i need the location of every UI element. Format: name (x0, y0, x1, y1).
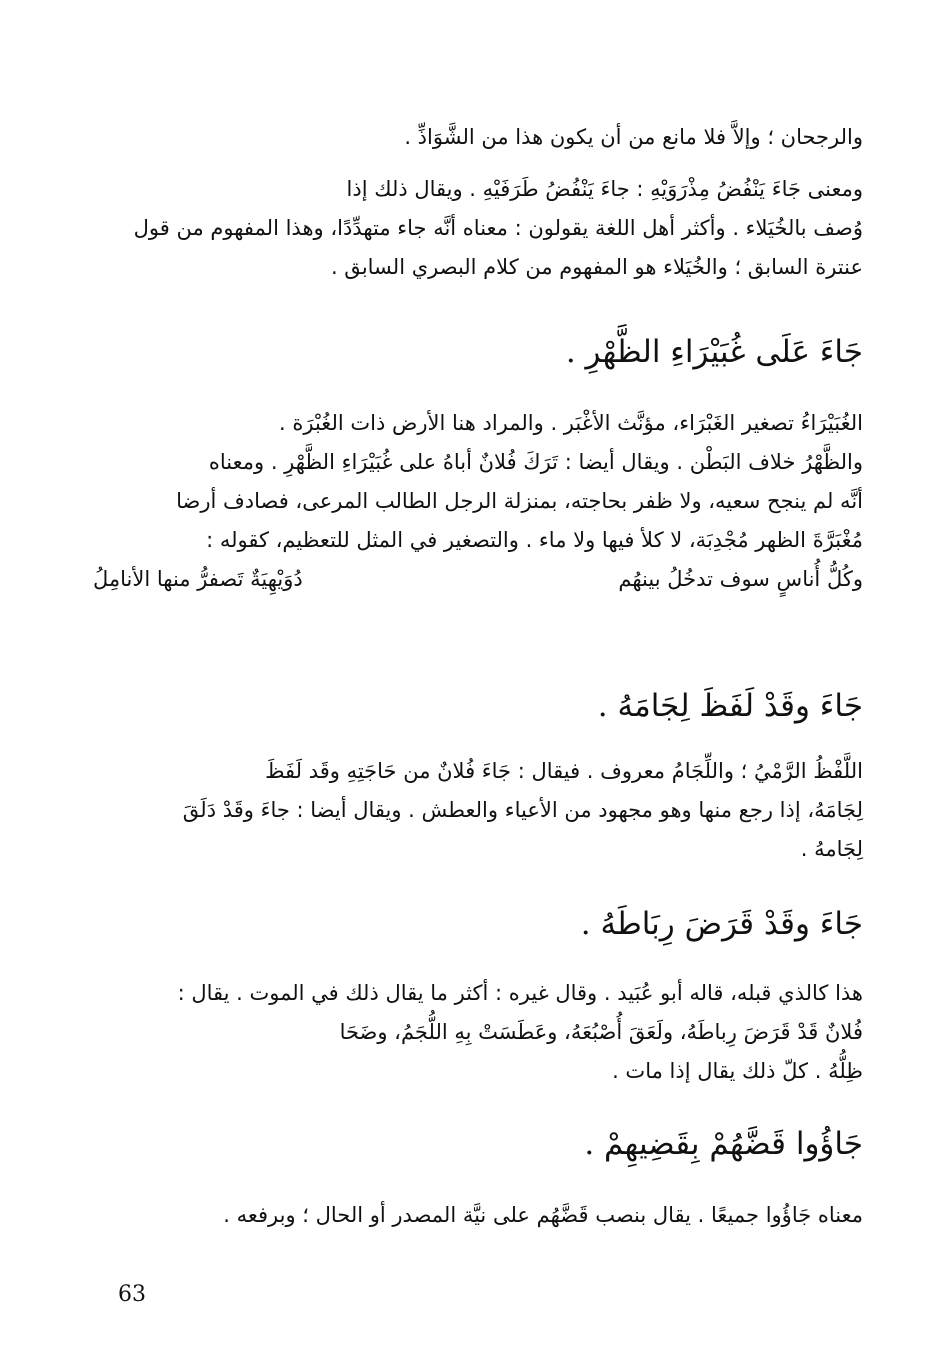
page-number: 63 (118, 1282, 146, 1307)
paragraph-lafaza (93, 752, 863, 869)
heading-qadda: جَاؤُوا قَضَّهُمْ بِقَضِيهِمْ . (584, 1126, 863, 1162)
text-line: لِجَامهُ . (800, 837, 863, 861)
text-line: والظَّهْرُ خلاف البَطْن . ويقال أيضا : تَرَكَ فُلانٌ أباهُ على غُبَيْرَاءِ الظَّهْرِ . ومعناه (208, 450, 863, 474)
text-line: وُصف بالخُيَلاء . وأكثر أهل اللغة يقولون : معناه أنَّه جاء متهدِّدًا، وهذا المفهوم من قول (133, 216, 863, 240)
poetry-verse (93, 560, 863, 599)
text-line: ظِلُّهُ . كلّ ذلك يقال إذا مات . (612, 1059, 863, 1083)
text-line: فُلانٌ قَدْ قَرَضَ رِباطَهُ، ولَعَقَ أُصْبُعَهُ، وعَطَسَتْ بِهِ اللُّجَمُ، وضَحَا (339, 1020, 863, 1044)
text-line: ومعنى جَاءَ يَنْفُضُ مِذْرَوَيْهِ : جاءَ يَنْفُضُ طَرَفَيْهِ . ويقال ذلك إذا (346, 177, 863, 201)
text-line: لِجَامَهُ، إذا رجع منها وهو مجهود من الأعياء والعطش . ويقال أيضا : جاءَ وقَدْ دَلَقَ (182, 798, 863, 822)
text-line: أنَّه لم ينجح سعيه، ولا ظفر بحاجته، بمنزلة الرجل الطالب المرعى، فصادف أرضا (176, 489, 863, 513)
text-line: اللَّفْظُ الرَّمْيُ ؛ واللِّجَامُ معروف . فيقال : جَاءَ فُلانٌ من حَاجَتِهِ وقَد لَفَظَ (265, 759, 863, 783)
paragraph-qadda (93, 1196, 863, 1235)
text-line: الغُبَيْرَاءُ تصغير الغَبْرَاء، مؤنَّث الأغْبَر . والمراد هنا الأرض ذات الغُبْرَة . (279, 411, 863, 435)
text-line: معناه جَاؤُوا جميعًا . يقال بنصب قَضَّهُم على نيَّة المصدر أو الحال ؛ وبرفعه . (223, 1203, 863, 1227)
heading-ghubayra: جَاءَ عَلَى غُبَيْرَاءِ الظَّهْرِ . (565, 334, 863, 370)
heading-qarada: جَاءَ وقَدْ قَرَضَ رِبَاطَهُ . (580, 906, 863, 942)
paragraph-rujhan (93, 118, 863, 157)
paragraph-ghubayra (93, 404, 863, 599)
verse-hemistich-second: دُوَيْهِيَةٌ تَصفرُّ منها الأنامِلُ (93, 567, 303, 591)
heading-lafaza: جَاءَ وقَدْ لَفَظَ لِجَامَهُ . (597, 688, 863, 724)
paragraph-qarada (93, 974, 863, 1091)
text-line: عنترة السابق ؛ والخُيَلاء هو المفهوم من كلام البصري السابق . (330, 255, 863, 279)
text-line: والرجحان ؛ وإلاَّ فلا مانع من أن يكون هذا من الشَّوَاذِّ . (404, 125, 863, 149)
text-line: مُغْبَرَّةَ الظهر مُجْدِبَة، لا كلأ فيها ولا ماء . والتصغير في المثل للتعظيم، كقوله : (206, 528, 863, 552)
text-line: هذا كالذي قبله، قاله أبو عُبَيد . وقال غيره : أكثر ما يقال ذلك في الموت . يقال : (177, 981, 863, 1005)
paragraph-mithrawayh (93, 170, 863, 287)
verse-hemistich-first: وكُلُّ أُناسٍ سوف تدخُلُ بينهُم (618, 567, 863, 591)
